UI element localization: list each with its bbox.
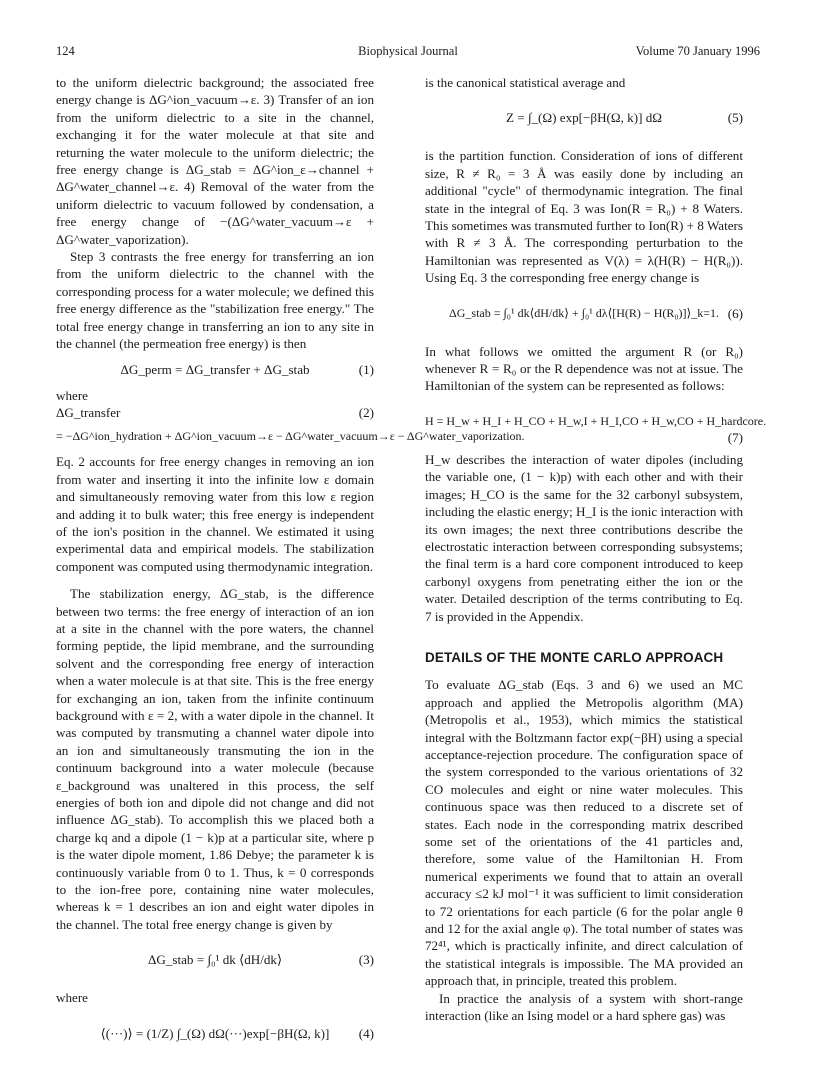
paragraph: to the uniform dielectric background; the associated free energy change is ΔG^ion_vacuum→ε. 3) Transfer of an ion from the uniform dielectric to a site in the channel, exchanging it for the water molecule at that site and returning the water molecule to the uniform dielectric; the free energy change is ΔG_stab = ΔG^ion_ε→channel + ΔG^water_channel→ε. 4) Removal of the water from the uniform dielectric to vacuum followed by condensation, a free energy change of −(ΔG^water_vacuum→ε + ΔG^water_vaporization). <box>56 75 374 247</box>
volume-issue: Volume 70 January 1996 <box>635 44 760 58</box>
equation-expression: ΔG_perm = ΔG_transfer + ΔG_stab <box>120 361 310 377</box>
equation-expression: ΔG_stab = ∫₀¹ dk⟨dH/dk⟩ + ∫₀¹ dλ⟨[H(R) − H(R₀)]⟩_k=1. <box>449 305 719 320</box>
paragraph: is the canonical statistical average and <box>425 75 626 90</box>
paragraph: H_w describes the interaction of water dipoles (including the variable one, (1 − k)p) with each other and with their images; H_CO is the same for the 32 carbonyl subsystem, including the elastic energy; H_I is the ionic interaction with its own images; the next three contributions describe the electrostatic interaction between corresponding subsystems; the final term is a hard core component introduced to keep carbonyl oxygens from penetrating either the ion or the water. Detailed description of the terms contributing to Eq. 7 is provided in the Appendix. <box>425 451 743 624</box>
paragraph: Step 3 contrasts the free energy for transferring an ion from the uniform dielectric to the channel with the corresponding process for a water molecule; we defined this free energy difference as the "stabilization free energy." The total free energy change in transferring an ion to any site in the channel (the permeation free energy) is then <box>56 249 374 352</box>
equation-1 <box>56 353 374 387</box>
paragraph: The stabilization energy, ΔG_stab, is the difference between two terms: the free energy of interaction of an ion at a site in the channel with the pore waters, the channel forming peptide, the lipid membrane, and the surrounding solvent and the corresponding free energy of interaction when a water molecule is at that site. This is the free energy for exchanging an ion, taken from the infinite continuum background with ε = 2, with a water dipole in the channel. It was computed by transmuting a channel water dipole into an ion and simultaneously transmuting the ion in the continuum background into a water molecule (because ε_background was unaltered in this process, the self energies of both ion and dipole did not change and did not influence ΔG_stab). To accomplish this we placed both a charge kq and a dipole (1 − k)p at a particular site, where p is the water dipole moment, 1.86 Debye; the parameter k is continuously variable from 0 to 1. Thus, k = 0 corresponds to the ion-free pore, containing nine water molecules, whereas k = 1 describes an ion and eight water dipoles in the channel. The total free energy change is given by <box>56 586 374 932</box>
right-column <box>425 74 767 1024</box>
equation-2-lhs <box>56 404 374 424</box>
equation-5 <box>425 91 743 147</box>
paragraph: To evaluate ΔG_stab (Eqs. 3 and 6) we used an MC approach and applied the Metropolis algorithm (MA) (Metropolis et al., 1953), which mimics the statistical integral with the Boltzmann factor exp(−βH) using a special acceptance-rejection procedure. The configuration space of the system corresponded to the various orientations of 32 CO molecules and eight or nine water molecules. This continuous space was then reduced to a discrete set of states. Each node in the corresponding matrix described some set of the orientations of the 41 particles and, therefore, some value of the Hamiltonian H. From numerical experiments we found that to attain an overall accuracy ≤2 kJ mol⁻¹ it was sufficient to limit consideration to 72 orientations for each particle (6 for the polar angle θ and 12 for the axial angle φ). The total number of states was 72⁴¹, which is practically infinite, and direct calculation of the statistical integrals is impossible. The MA provided an approach that, in principle, treated this problem. <box>425 677 743 989</box>
equation-expression: Z = ∫_(Ω) exp[−βH(Ω, k)] dΩ <box>505 110 662 126</box>
equation-expression: ⟨(···)⟩ = (1/Z) ∫_(Ω) dΩ(···)exp[−βH(Ω, k)] <box>100 1025 330 1041</box>
equation-number: (1) <box>358 361 374 377</box>
equation-expression: ΔG_transfer <box>56 404 121 420</box>
paragraph: Eq. 2 accounts for free energy changes in removing an ion from water and inserting it into the infinite low ε domain and simultaneously removing water from this low ε region and adding it to bulk water; this free energy is independent of the ion's position in the channel. We estimated it using experimental data and empirical models. The stabilization component was computed using thermodynamic integration. <box>56 454 374 574</box>
paragraph: where <box>56 990 88 1006</box>
page-header <box>56 44 760 62</box>
equation-6 <box>425 287 743 343</box>
equation-number: (4) <box>358 1025 374 1041</box>
equation-number: (5) <box>727 110 743 126</box>
paragraph: In what follows we omitted the argument R (or R₀) whenever R = R₀ or the R dependence was not at issue. The Hamiltonian of the system can be represented as follows: <box>425 343 743 394</box>
equation-number: (6) <box>727 305 743 321</box>
equation-number: (2) <box>358 404 374 420</box>
section-heading: DETAILS OF THE MONTE CARLO APPROACH <box>425 649 724 665</box>
equation-number: (3) <box>358 952 374 968</box>
equation-3 <box>56 933 374 989</box>
paragraph: where <box>56 387 88 403</box>
equation-number: (7) <box>727 429 743 445</box>
equation-2-rhs: = −ΔG^ion_hydration + ΔG^ion_vacuum→ε − ΔG^water_vacuum→ε − ΔG^water_vaporization. <box>56 428 525 443</box>
paragraph: is the partition function. Consideration of ions of different size, R ≠ R₀ = 3 Å was easily done by including an additional "cycle" of thermodynamic integration. The final state in the integral of Eq. 3 was Ion(R = R₀) + 8 Waters. This sometimes was transmuted further to Ion(R) + 8 Waters with R ≠ 3 Å. The corresponding perturbation to the Hamiltonian was represented as V(λ) = λ(H(R) − H(R₀)). Using Eq. 3 the corresponding free energy change is <box>425 148 743 286</box>
page-number: 124 <box>56 44 75 58</box>
equation-expression: H = H_w + H_I + H_CO + H_w,I + H_I,CO + H_w,CO + H_hardcore. <box>425 413 767 428</box>
equation-4 <box>56 1007 374 1063</box>
journal-title: Biophysical Journal <box>358 44 458 58</box>
paragraph: In practice the analysis of a system with short-range interaction (like an Ising model or a hard sphere gas) was <box>425 990 743 1024</box>
equation-7 <box>425 395 767 451</box>
left-column <box>56 74 525 1063</box>
equation-expression: ΔG_stab = ∫₀¹ dk ⟨dH/dk⟩ <box>147 952 283 968</box>
